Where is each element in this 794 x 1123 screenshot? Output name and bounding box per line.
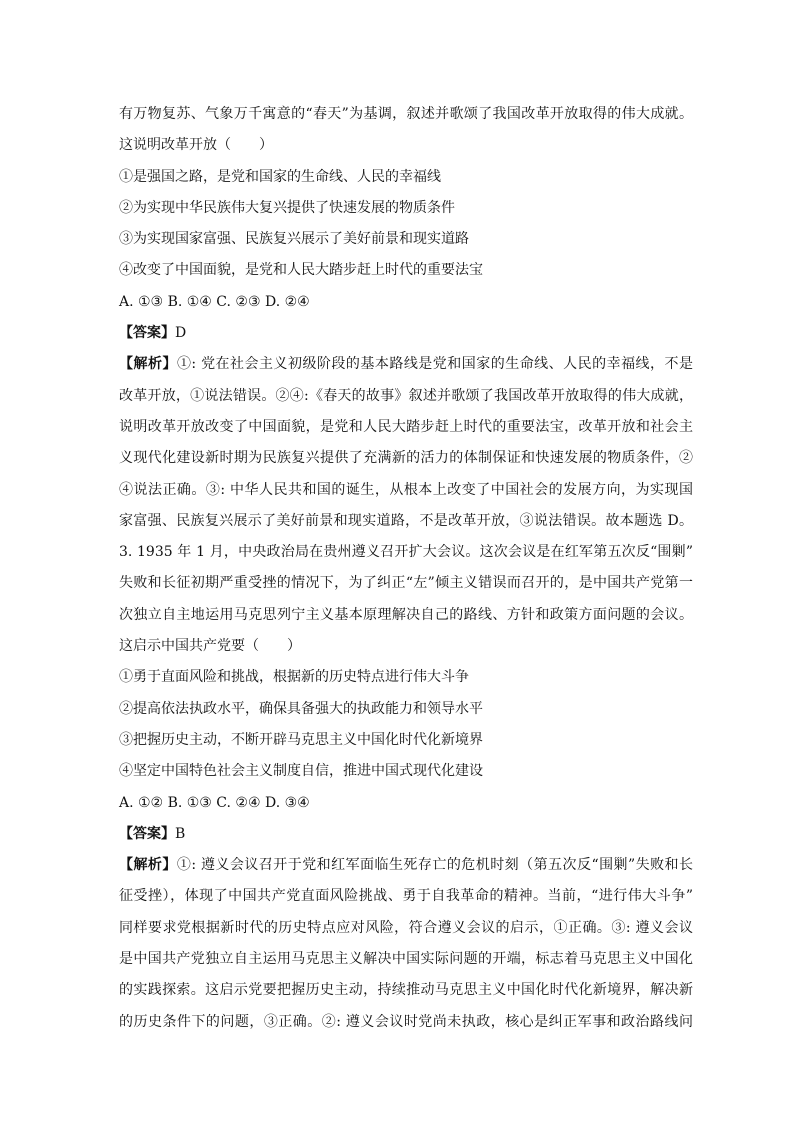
text-line [119,537,693,568]
line-text: ④改变了中国面貌，是党和人民大踏步赶上时代的重要法宝 [119,262,483,279]
section-tag: 【解析】 [119,356,177,373]
section-tag: 【答案】 [119,825,175,842]
text-line [119,662,693,693]
line-text: A. ①③ B. ①④ C. ②③ D. ②④ [119,293,310,310]
line-text: ④坚定中国特色社会主义制度自信，推进中国式现代化建设 [119,763,483,780]
text-line [119,506,693,537]
line-text: ③为实现国家富强、民族复兴展示了美好前景和现实道路 [119,231,469,248]
line-text: 失败和长征初期严重受挫的情况下，为了纠正“左”倾主义错误而召开的，是中国共产党第一 [119,575,693,592]
text-line [119,412,693,443]
line-text: 这启示中国共产党要（ ） [119,638,301,655]
line-text: ③把握历史主动，不断开辟马克思主义中国化时代化新境界 [119,731,483,748]
line-text: 的历史条件下的问题，③正确。②: 遵义会议时党尚未执政，核心是纠正军事和政治路线问 [119,1013,693,1030]
section-tag: 【解析】 [119,857,177,874]
line-text: 义现代化建设新时期为民族复兴提供了充满新的活力的体制保证和快速发展的物质条件，② [119,450,693,467]
text-line [119,913,693,944]
text-line [119,631,693,662]
text-line [119,318,693,349]
line-text: A. ①② B. ①③ C. ②④ D. ③④ [119,794,310,811]
text-line [119,850,693,881]
text-line [119,162,693,193]
line-text: ②为实现中华民族伟大复兴提供了快速发展的物质条件 [119,199,455,216]
text-line [119,819,693,850]
text-line [119,881,693,912]
text-line [119,287,693,318]
line-text: ④说法正确。③: 中华人民共和国的诞生，从根本上改变了中国社会的发展方向，为实现国 [119,481,693,498]
text-line [119,694,693,725]
line-text: 改革开放，①说法错误。②④:《春天的故事》叙述并歌颂了我国改革开放取得的伟大成就， [119,387,693,404]
text-line [119,224,693,255]
document-body [119,99,693,1038]
text-line [119,99,693,130]
text-line [119,475,693,506]
line-text: 次独立自主地运用马克思列宁主义基本原理解决自己的路线、方针和政策方面问题的会议。 [119,606,693,623]
text-line [119,193,693,224]
line-text: 征受挫），体现了中国共产党直面风险挑战、勇于自我革命的精神。当前，“进行伟大斗争” [119,888,693,905]
line-text: B [175,825,186,842]
text-line [119,568,693,599]
line-text: D [175,325,187,342]
text-line [119,381,693,412]
line-text: 这说明改革开放（ ） [119,137,273,154]
text-line [119,1007,693,1038]
line-text: 是中国共产党独立自主运用马克思主义解决中国实际问题的开端，标志着马克思主义中国化 [119,951,693,968]
text-line [119,600,693,631]
text-line [119,130,693,161]
text-line [119,756,693,787]
text-line [119,255,693,286]
text-line [119,443,693,474]
line-text: 说明改革开放改变了中国面貌，是党和人民大踏步赶上时代的重要法宝，改革开放和社会主 [119,418,693,435]
section-tag: 【答案】 [119,325,175,342]
line-text: ①: 遵义会议召开于党和红军面临生死存亡的危机时刻（第五次反“围剿”失败和长 [176,857,694,874]
text-line [119,975,693,1006]
text-line [119,725,693,756]
line-text: 有万物复苏、气象万千寓意的“春天”为基调，叙述并歌颂了我国改革开放取得的伟大成就。 [119,106,693,122]
line-text: ①: 党在社会主义初级阶段的基本路线是党和国家的生命线、人民的幸福线，不是 [176,356,693,373]
line-text: 同样要求党根据新时代的历史特点应对风险，符合遵义会议的启示，①正确。③: 遵义会议 [119,919,693,936]
text-line [119,349,693,380]
line-text: 3. 1935 年 1 月，中央政治局在贵州遵义召开扩大会议。这次会议是在红军第五次反“围剿” [119,544,693,561]
line-text: ①勇于直面风险和挑战，根据新的历史特点进行伟大斗争 [119,669,469,686]
line-text: ②提高依法执政水平，确保具备强大的执政能力和领导水平 [119,700,483,717]
line-text: ①是强国之路，是党和国家的生命线、人民的幸福线 [119,168,441,185]
text-line [119,788,693,819]
line-text: 的实践探索。这启示党要把握历史主动，持续推动马克思主义中国化时代化新境界，解决新 [119,982,693,999]
line-text: 家富强、民族复兴展示了美好前景和现实道路，不是改革开放，③说法错误。故本题选 D。 [119,512,693,529]
text-line [119,944,693,975]
